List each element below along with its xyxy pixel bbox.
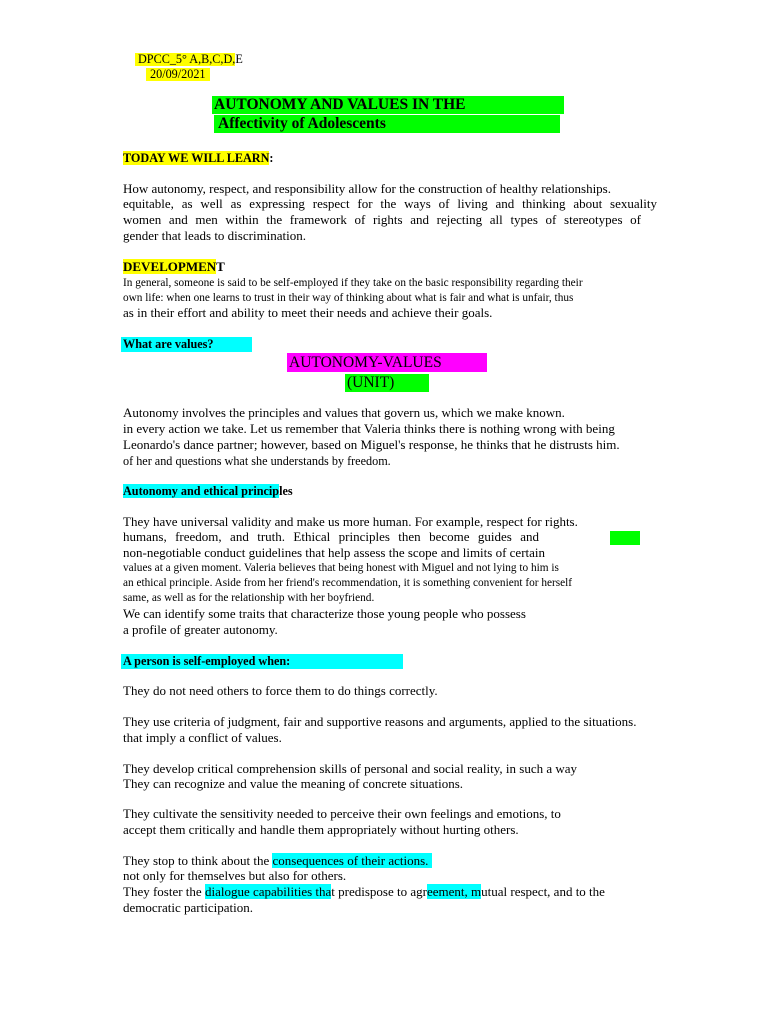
ethical-line-2: humans, freedom, and truth. Ethical principles then become guides and — [123, 529, 539, 544]
development-heading: DEVELOPMENT — [123, 259, 225, 274]
trait-4-line-2: accept them critically and handle them appropriately without hurting others. — [123, 822, 519, 837]
trait-5-line-2: not only for themselves but also for others. — [123, 868, 347, 883]
development-line-3: as in their effort and ability to meet their needs and achieve their goals. — [123, 305, 493, 320]
page-subtitle: Affectivity of Adolescents — [218, 115, 386, 132]
trait-2-line-1: They use criteria of judgment, fair and supportive reasons and arguments, applied to the situations. — [123, 714, 637, 729]
values-question: What are values? — [123, 337, 214, 351]
development-line-1: In general, someone is said to be self-employed if they take on the basic responsibility regarding their — [123, 277, 583, 289]
autonomy-line-1: Autonomy involves the principles and values that govern us, which we make known. — [123, 405, 565, 420]
date: 20/09/2021 — [150, 67, 206, 81]
learn-line-3: women and men within the framework of rights and rejecting all types of stereotypes of — [123, 212, 641, 227]
ethical-line-7: We can identify some traits that characterize those young people who possess — [123, 606, 526, 621]
ethical-line-5: an ethical principle. Aside from her friend's recommendation, it is something convenient for herself — [123, 577, 573, 589]
learn-line-4: gender that leads to discrimination. — [123, 228, 307, 243]
ethical-line-3: non-negotiable conduct guidelines that help assess the scope and limits of certain — [123, 545, 546, 560]
trait-3-line-1: They develop critical comprehension skills of personal and social reality, in such a way — [123, 761, 578, 776]
autonomy-line-4: of her and questions what she understands by freedom. — [123, 454, 391, 468]
selfemployed-heading: A person is self-employed when: — [123, 654, 291, 668]
trait-4-line-1: They cultivate the sensitivity needed to perceive their own feelings and emotions, to — [123, 806, 561, 821]
trait-6-line-1: They foster the dialogue capabilities that predispose to agreement, mutual respect, and to the — [123, 884, 605, 899]
trait-1: They do not need others to force them to do things correctly. — [123, 683, 438, 698]
course-code: DPCC_5° A,B,C,D,E — [138, 52, 243, 66]
ethical-line-6: same, as well as for the relationship with her boyfriend. — [123, 592, 375, 604]
unit-label: (UNIT) — [347, 374, 395, 391]
ethical-line-8: a profile of greater autonomy. — [123, 622, 278, 637]
unit-title: AUTONOMY-VALUES — [289, 354, 442, 371]
trait-6-line-2: democratic participation. — [123, 900, 253, 915]
ethical-heading: Autonomy and ethical principles — [123, 484, 293, 498]
learn-line-1: How autonomy, respect, and responsibility allow for the construction of healthy relationships. — [123, 181, 611, 196]
trait-3-line-2: They can recognize and value the meaning of concrete situations. — [123, 776, 464, 791]
page-title: AUTONOMY AND VALUES IN THE — [214, 96, 466, 113]
learn-heading: TODAY WE WILL LEARN: — [123, 151, 274, 165]
trait-5-line-1: They stop to think about the consequences of their actions. — [123, 853, 432, 869]
learn-line-2: equitable, as well as expressing respect for the ways of living and thinking about sexuality — [123, 196, 657, 211]
ethical-line-1: They have universal validity and make us more human. For example, respect for rights. — [123, 514, 578, 529]
development-line-2: own life: when one learns to trust in their way of thinking about what is fair and what is unfair, thus — [123, 292, 574, 304]
ethical-line-4: values at a given moment. Valeria believes that being honest with Miguel and not lying to him is — [123, 562, 559, 574]
autonomy-line-3: Leonardo's dance partner; however, based on Miguel's response, he thinks that he distrusts him. — [123, 437, 620, 452]
autonomy-line-2: in every action we take. Let us remember that Valeria thinks there is nothing wrong with being — [123, 421, 615, 436]
ethical-green-mark — [610, 531, 640, 545]
trait-2-line-2: that imply a conflict of values. — [123, 730, 282, 745]
